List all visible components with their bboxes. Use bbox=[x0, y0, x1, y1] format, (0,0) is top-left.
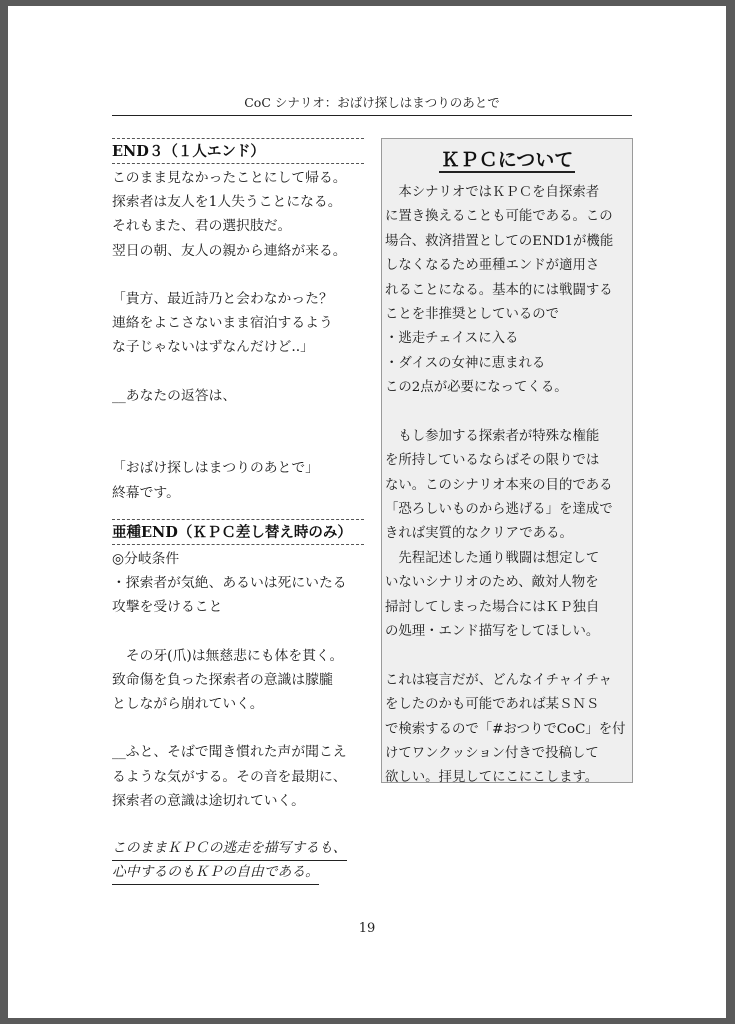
spacer bbox=[112, 716, 364, 740]
variant-line: るような気がする。その音を最期に、 bbox=[112, 768, 347, 785]
spacer bbox=[112, 432, 364, 456]
spacer bbox=[112, 619, 364, 643]
kpc-line: れることになる。基本的には戦闘する bbox=[385, 282, 613, 298]
kpc-line: ・ダイスの女神に恵まれる bbox=[385, 355, 546, 371]
end3-heading: END３（１人エンド） bbox=[112, 138, 364, 164]
kpc-line: を所持しているならばその限りでは bbox=[385, 453, 600, 469]
kpc-line: 先程記述した通り戦闘は想定して bbox=[385, 550, 600, 566]
left-column bbox=[112, 138, 364, 885]
kpc-line: の処理・エンド描写をしてほしい。 bbox=[385, 624, 600, 640]
kpc-line: 欲しい。拝見してにこにこします。 bbox=[385, 770, 599, 786]
end3-line: 連絡をよこさないまま宿泊するよう bbox=[112, 315, 333, 332]
kpc-line: 場合、救済措置としてのEND1が機能 bbox=[385, 233, 614, 249]
spacer bbox=[112, 360, 364, 384]
end3-body bbox=[112, 166, 364, 505]
spacer bbox=[385, 401, 629, 425]
kpc-line: ・逃走チェイスに入る bbox=[385, 331, 519, 347]
kpc-line: 本シナリオではＫＰＣを自探索者 bbox=[385, 185, 600, 200]
variant-end-heading: 亜種END（ＫＰＣ差し替え時のみ） bbox=[112, 519, 364, 545]
variant-line: その牙(爪)は無慈悲にも体を貫く。 bbox=[112, 647, 344, 664]
variant-line: __ふと、そばで聞き慣れた声が聞こえ bbox=[112, 744, 347, 761]
variant-line: としながら崩れていく。 bbox=[112, 695, 264, 712]
end3-line: な子じゃないはずなんだけど..」 bbox=[112, 339, 314, 356]
kpc-line: に置き換えることも可能である。この bbox=[385, 209, 613, 225]
kpc-line: これは寝言だが、どんなイチャイチャ bbox=[385, 672, 612, 688]
kpc-line: この2点が必要になってくる。 bbox=[385, 380, 568, 396]
end3-line: このまま見なかったことにして帰る。 bbox=[112, 170, 347, 186]
end3-line: 探索者は友人を1人失うことになる。 bbox=[112, 194, 342, 211]
end3-line: それもまた、君の選択肢だ。 bbox=[112, 218, 292, 235]
variant-line: ◎分岐条件 bbox=[112, 550, 180, 567]
spacer bbox=[112, 813, 364, 837]
kpc-line: もし参加する探索者が特殊な権能 bbox=[385, 428, 600, 444]
spacer bbox=[385, 645, 629, 669]
page-number: 19 bbox=[358, 921, 376, 936]
document-page bbox=[8, 6, 726, 1018]
kpc-line: をしたのかも可能であれば某ＳＮＳ bbox=[385, 697, 600, 713]
end3-line: 翌日の朝、友人の親から連絡が来る。 bbox=[112, 242, 347, 259]
kpc-line: しなくなるため亜種エンドが適用さ bbox=[385, 258, 600, 274]
kpc-line: 掃討してしまった場合にはＫＰ独自 bbox=[385, 599, 600, 615]
kpc-box-title bbox=[382, 147, 632, 173]
kpc-line: 「恐ろしいものから逃げる」を達成で bbox=[385, 502, 613, 518]
kpc-box-body bbox=[382, 173, 632, 791]
variant-line: 探索者の意識は途切れていく。 bbox=[112, 792, 305, 809]
spacer bbox=[112, 408, 364, 432]
kpc-line: で検索するので「#おつりでCoC」を付 bbox=[385, 721, 626, 737]
kpc-line: けてワンクッション付きで投稿して bbox=[385, 745, 599, 761]
end3-line: 「おばけ探しはまつりのあとで」 bbox=[112, 460, 319, 477]
kpc-line: ことを非推奨としているので bbox=[385, 307, 560, 323]
kpc-line: ない。このシナリオ本来の目的である bbox=[385, 477, 613, 493]
end3-line: 「貴方、最近詩乃と会わなかった？ bbox=[112, 291, 333, 307]
italic-note-line: このままＫＰＣの逃走を描写するも、 bbox=[112, 837, 347, 861]
kpc-box-title-text: ＫＰＣについて bbox=[440, 149, 574, 171]
italic-note-line: 心中するのもＫＰの自由である。 bbox=[112, 861, 319, 885]
kpc-info-box bbox=[381, 138, 633, 786]
end3-line: 終幕です。 bbox=[112, 484, 180, 501]
running-header: CoC シナリオ：おばけ探しはまつりのあとで bbox=[112, 93, 632, 116]
kpc-line: きれば実質的なクリアである。 bbox=[385, 526, 573, 542]
variant-line: ・探索者が気絶、あるいは死にいたる bbox=[112, 574, 347, 591]
end3-line: __あなたの返答は、 bbox=[112, 387, 237, 404]
variant-end-body bbox=[112, 547, 364, 885]
variant-line: 攻撃を受けること bbox=[112, 599, 223, 616]
variant-line: 致命傷を負った探索者の意識は朦朧 bbox=[112, 671, 333, 688]
spacer bbox=[112, 263, 364, 287]
kpc-line: いないシナリオのため、敵対人物を bbox=[385, 575, 599, 591]
